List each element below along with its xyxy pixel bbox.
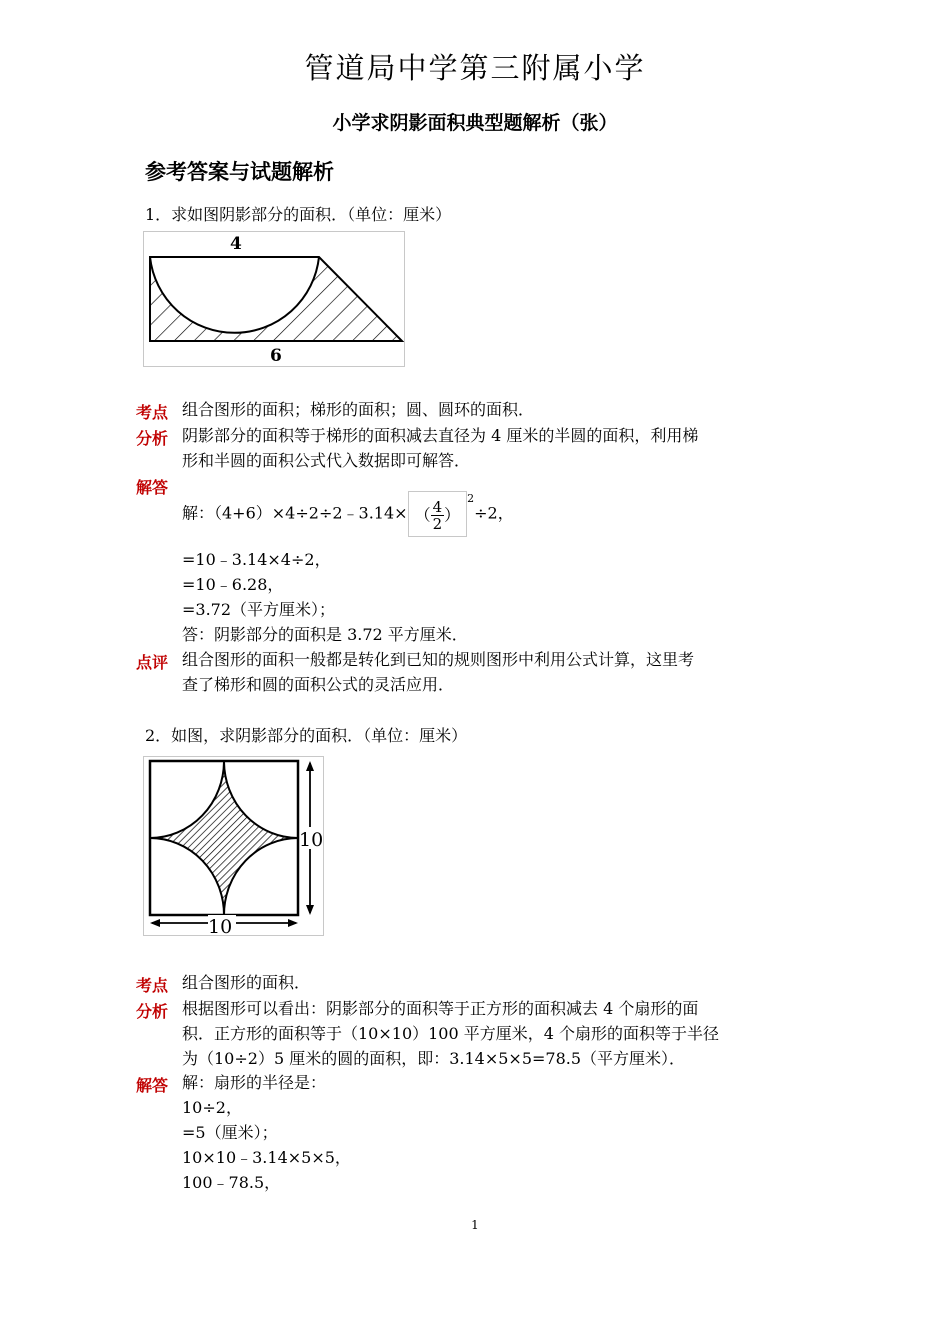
fenxi-line1-2: 根据图形可以看出：阴影部分的面积等于正方形的面积减去 4 个扇形的面: [182, 999, 699, 1018]
solution-answer-1: 答：阴影部分的面积是 3.72 平方厘米．: [182, 625, 468, 644]
solution-line5-2: 100﹣78.5，: [182, 1173, 281, 1192]
figure-2-label-right: 10: [299, 829, 323, 851]
figure-1-drawing: [144, 232, 404, 366]
solution-line1-2: 解：扇形的半径是：: [182, 1073, 327, 1092]
jieda-tag-2: 解答: [136, 1076, 169, 1095]
kaodian-tag-2: 考点: [136, 976, 169, 995]
fenxi-line2-2: 积．正方形的面积等于（10×10）100 平方厘米，4 个扇形的面积等于半径: [182, 1024, 720, 1043]
kaodian-text-2: 组合图形的面积．: [182, 973, 311, 992]
figure-1-label-bottom: 6: [270, 346, 282, 366]
solution-formula-1: [182, 486, 802, 532]
solution-line2-2: 10÷2，: [182, 1098, 242, 1117]
figure-1: [143, 231, 405, 367]
solution-line4-2: 10×10﹣3.14×5×5，: [182, 1148, 351, 1167]
fenxi-tag-2: 分析: [136, 1002, 169, 1021]
solution-line3-1: =10﹣6.28，: [182, 575, 284, 594]
formula-prefix: 解：（4+6）×4÷2÷2﹣3.14×: [182, 503, 408, 523]
question-2: 2．如图，求阴影部分的面积．（单位：厘米）: [145, 726, 468, 745]
dianping-line2-1: 查了梯形和圆的面积公式的灵活应用．: [182, 675, 455, 694]
document-title: 小学求阴影面积典型题解析（张）: [332, 112, 618, 134]
figure-2-label-bottom: 10: [208, 916, 233, 935]
page-number: 1: [471, 1218, 479, 1232]
fraction-numerator: 4: [432, 497, 443, 516]
solution-line3-2: =5（厘米）；: [182, 1123, 278, 1142]
jieda-tag-1: 解答: [136, 478, 169, 497]
fenxi-line2-1: 形和半圆的面积公式代入数据即可解答．: [182, 451, 471, 470]
kaodian-text-1: 组合图形的面积；梯形的面积；圆、圆环的面积．: [182, 400, 535, 419]
formula-suffix: ÷2，: [474, 503, 514, 523]
fraction-denominator: 2: [432, 514, 443, 533]
fenxi-line3-2: 为（10÷2）5 厘米的圆的面积，即：3.14×5×5=78.5（平方厘米）．: [182, 1049, 686, 1068]
dianping-line1-1: 组合图形的面积一般都是转化到已知的规则图形中利用公式计算，这里考: [182, 650, 695, 669]
section-heading: 参考答案与试题解析: [145, 160, 334, 184]
school-header: 管道局中学第三附属小学: [304, 51, 646, 85]
solution-line2-1: =10﹣3.14×4÷2，: [182, 550, 331, 569]
fenxi-line1-1: 阴影部分的面积等于梯形的面积减去直径为 4 厘米的半圆的面积，利用梯: [182, 426, 699, 445]
paren-open: （: [414, 505, 431, 525]
fraction: [431, 499, 445, 532]
kaodian-tag-1: 考点: [136, 403, 169, 422]
solution-line4-1: =3.72（平方厘米）；: [182, 600, 336, 619]
paren-close: ）: [444, 505, 461, 525]
dianping-tag-1: 点评: [136, 653, 169, 672]
figure-1-label-top: 4: [230, 234, 242, 254]
formula-exponent: 2: [467, 492, 475, 505]
figure-2: [143, 756, 324, 936]
figure-2-drawing: [144, 757, 323, 935]
question-1: 1．求如图阴影部分的面积．（单位：厘米）: [145, 205, 452, 224]
fraction-box: [408, 491, 468, 537]
fenxi-tag-1: 分析: [136, 429, 169, 448]
